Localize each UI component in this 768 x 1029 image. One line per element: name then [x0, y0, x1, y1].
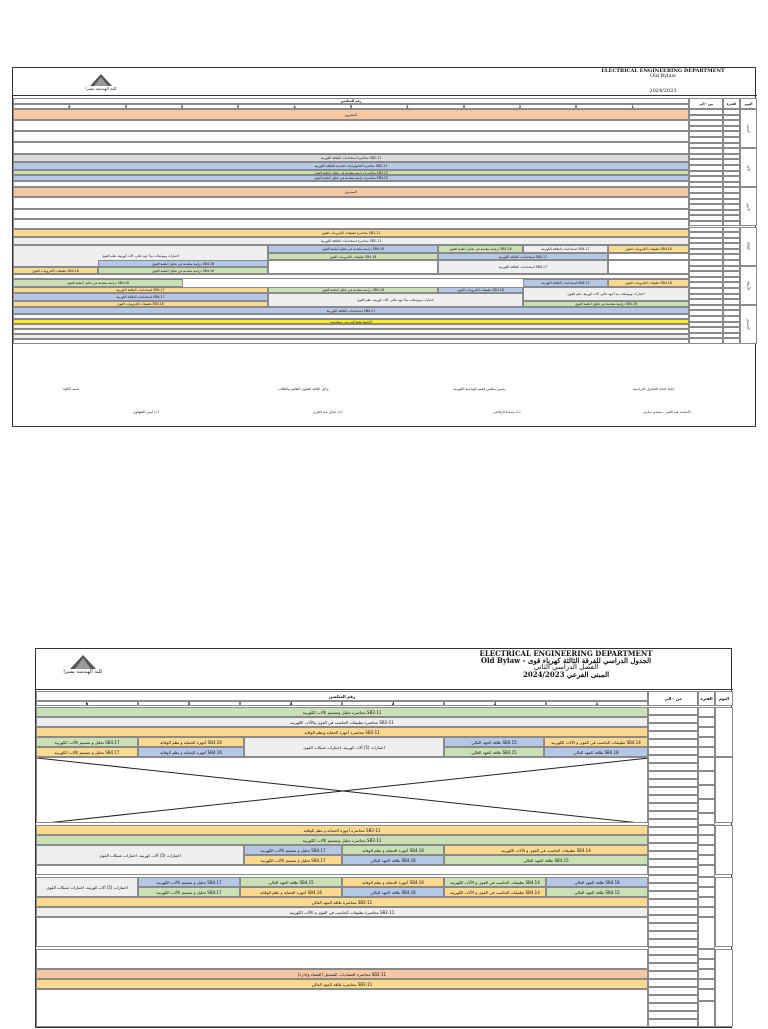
period-cell [698, 737, 715, 747]
course-cell: تطبيقات الحاسب في القوى و الآلات الكهربية SB4.14 [444, 887, 546, 897]
period-cell [698, 835, 715, 845]
time-slot [648, 995, 698, 1003]
schedule-row: محاضرة دراسة متقدمة في تحليل أنظمة القوى SB4.15 [13, 170, 689, 175]
schedule-row: المشروع [13, 187, 689, 197]
schedule-row [13, 197, 689, 209]
section-group-label: رقم السكشن [13, 98, 689, 104]
period-cell [698, 907, 715, 917]
lab-block: اختبارات وموصلات نبدأ جهد عالي، آلات كهربية، نظم القوى [268, 293, 523, 307]
course-cell: أجهزة الحماية و نظم الوقاية SB4.16 [342, 845, 444, 855]
course-cell: استخدامات الطاقة الكهربية SB4.17 [13, 293, 268, 301]
time-column-header: من - الى [689, 98, 723, 109]
day-cell [715, 757, 733, 823]
schedule-row: المشروع [13, 109, 689, 120]
course-row: محاضرة تطبيقات الحاسب في القوى و الآلات الكهربية SB2-11 [36, 907, 648, 917]
time-slot [648, 739, 698, 747]
course-cell: أجهزة الحماية و نظم الوقاية SB4.16 [240, 887, 342, 897]
timetable-grid-2 [36, 691, 733, 1029]
footer-header: الاعتماد هيئة التدريس ومعاونيهم [13, 319, 689, 324]
course-row: محاضرة أجهزة الحماية ونظم الوقاية SB2-11 [36, 727, 648, 737]
section-header: 1 [546, 701, 648, 706]
day-label: الثلاثاء [740, 227, 757, 266]
course-cell: تطبيقات الحاسب في القوى و الآلات الكهربية SB4.14 [444, 845, 648, 855]
time-slot [648, 963, 698, 971]
period-cell [698, 799, 715, 813]
no-class-block [36, 757, 648, 823]
day-label: السبت [740, 109, 757, 148]
course-cell: أجهزة الحماية و نظم الوقاية SB4.16 [342, 877, 444, 887]
section-header: 5 [126, 104, 239, 109]
day-label: الاثنين [740, 187, 757, 226]
course-cell: تحليل و تصميم الآلات الكهربية SB4.17 [138, 877, 240, 887]
schedule-row: محاضرة استخدامات الطاقة الكهربية SB2-11 [13, 237, 689, 245]
day-cell [715, 877, 733, 947]
schedule-row [36, 865, 648, 875]
course-row: محاضرة طاقة الجهد العالي SB2-11 [36, 979, 648, 989]
time-slot [648, 899, 698, 907]
course-row: محاضرة اقتصاديات التشغيل (اقتصاد وإدارة) SB2-11 [36, 969, 648, 979]
day-cell [715, 825, 733, 875]
time-slot [648, 723, 698, 731]
time-slot [648, 707, 698, 715]
period-cell [698, 717, 715, 727]
course-cell: تحليل و تصميم الآلات الكهربية SB4.17 [36, 747, 138, 757]
signature-dean-name: أ.د/ أيمن الشهاوي [133, 410, 159, 414]
course-cell: تطبيقات الحاسب في القوى و الآلات الكهربية SB4.14 [544, 737, 648, 747]
time-slot [648, 955, 698, 963]
course-cell: طاقة الجهد العالي SB4.15 [444, 737, 544, 747]
schedule-row [36, 949, 648, 969]
lab-block: اختبارات (5) آلات كهربية، اختبارات شبكات القوى [36, 877, 138, 897]
time-slot [648, 1019, 698, 1027]
course-cell: دراسة متقدمة في تحليل أنظمة القوى SB4.16 [98, 267, 268, 274]
time-slot [648, 787, 698, 795]
course-cell: أجهزة الحماية و نظم الوقاية SB4.16 [138, 737, 244, 747]
period-cell [723, 338, 740, 344]
day-label: الأحد [740, 148, 757, 187]
page2-header [406, 650, 726, 678]
period-cell [698, 917, 715, 949]
lab-block: اختبارات وموصلات نبدأ جهد عالي، آلات كهربية، نظم القوى [13, 245, 268, 267]
time-slot [648, 883, 698, 891]
section-header: 2 [444, 701, 546, 706]
schedule-row: محاضرة استخدامات الطاقة الكهربية SB2-11 [13, 154, 689, 162]
signature-dean-title: عميد الكلية [63, 387, 80, 391]
course-cell: استخدامات الطاقة الكهربية SB4.17 [438, 253, 608, 260]
course-cell: طاقة الجهد العالي SB4.18 [342, 855, 444, 865]
period-cell [698, 785, 715, 799]
time-slot [648, 971, 698, 979]
course-cell: استخدامات الطاقة الكهربية SB4.17 [13, 307, 689, 314]
section-header: 1 [576, 104, 689, 109]
pyramid-logo-icon [90, 74, 112, 86]
course-cell: استخدامات الطاقة الكهربية SB4.17 [13, 287, 268, 293]
schedule-row: محاضرة دراسة متقدمة في تحليل أنظمة القوى SB4.15 [13, 175, 689, 181]
schedule-page-1 [12, 67, 756, 427]
day-label: الأربعاء [740, 266, 757, 305]
course-row: محاضرة تطبيقات الحاسب في القوى والآلات الكهربية SB2-11 [36, 717, 648, 727]
time-slot [648, 915, 698, 923]
header-divider [13, 95, 757, 96]
lab-block: اختبارات (5) آلات كهربية، اختبارات شبكات القوى [244, 737, 444, 757]
cross-lines [37, 758, 648, 823]
course-cell: تطبيقات الكترونيات القوى SB4.18 [608, 279, 689, 287]
course-row: محاضرة أجهزة الحماية و نظم الوقاية SB2-11 [36, 825, 648, 835]
time-slot [648, 811, 698, 819]
period-cell [698, 989, 715, 1001]
lab-block: اختبارات (5) آلات كهربية، اختبارات شبكات القوى [36, 845, 244, 865]
signature-vice-title: وكيل الكلية لشئون التعليم والطلاب [278, 387, 329, 391]
department-title: ELECTRICAL ENGINEERING DEPARTMENT [479, 649, 653, 658]
course-cell: طاقة الجهد العالي SB4.18 [544, 747, 648, 757]
time-slot [648, 731, 698, 739]
period-cell [698, 771, 715, 785]
signature-vice-name: أ.د/ جمال عبد العزيز [313, 410, 343, 414]
course-cell: تحليل و تصميم الآلات الكهربية SB4.17 [244, 845, 342, 855]
time-slot [648, 819, 698, 827]
course-cell: تحليل و تصميم الآلات الكهربية SB4.17 [36, 737, 138, 747]
time-slot [648, 795, 698, 803]
course-cell: استخدامات الطاقة الكهربية SB4.17 [523, 245, 608, 253]
period-cell [698, 727, 715, 737]
signature-committee-title: لجنة اعداد الجداول الدراسية [633, 387, 674, 391]
course-cell: تطبيقات الكترونيات القوى SB4.18 [268, 253, 438, 260]
section-header: 6 [13, 104, 126, 109]
period-cell [698, 877, 715, 887]
period-cell [698, 747, 715, 757]
time-slot [648, 1011, 698, 1019]
day-cell [715, 707, 733, 757]
course-row: محاضرة تحليل وتصميم الآلات الكهربية SB2-11 [36, 707, 648, 717]
time-slot [648, 979, 698, 987]
period-cell [698, 825, 715, 835]
time-slot [648, 851, 698, 859]
time-slot [648, 891, 698, 899]
day-label: الخميس [740, 305, 757, 344]
course-cell [608, 260, 689, 274]
time-slot [648, 827, 698, 835]
time-slot [648, 859, 698, 867]
period-cell [698, 969, 715, 979]
period-cell [698, 887, 715, 897]
course-row: محاضرة طاقة الجهد العالي SB2-11 [36, 897, 648, 907]
course-cell: طاقة الجهد العالي SB4.18 [342, 887, 444, 897]
schedule-row: محاضرة تطبيقات الكترونيات القوى SB2-11 [13, 229, 689, 237]
day-cell [715, 949, 733, 1027]
course-cell: طاقة الجهد العالي SB4.15 [444, 747, 544, 757]
period-cell [698, 813, 715, 825]
schedule-row: محاضرة التكنولوجيات الحديثة للطاقة الكهربية SB2-11 [13, 162, 689, 170]
time-slot [648, 763, 698, 771]
course-cell [268, 260, 438, 274]
time-slot [648, 947, 698, 955]
department-title: ELECTRICAL ENGINEERING DEPARTMENT [601, 68, 725, 74]
section-header: 5 [138, 701, 240, 706]
schedule-row [13, 142, 689, 154]
schedule-row [36, 989, 648, 1027]
course-cell: دراسة متقدمة في تحليل أنظمة القوى SB4.16 [523, 301, 689, 307]
section-header: 3 [342, 701, 444, 706]
time-slot [648, 1003, 698, 1011]
signature-head-title: رئيس مجلس قسم الهندسة الكهربية [453, 387, 506, 391]
course-cell: استخدامات الطاقة الكهربية SB4.17 [438, 260, 608, 274]
course-cell: طاقة الجهد العالي SB4.15 [444, 855, 648, 865]
section-group-label: رقم السكشن [36, 691, 648, 701]
course-cell: دراسة متقدمة في تحليل أنظمة القوى SB4.16 [98, 260, 268, 267]
header-divider [36, 689, 733, 690]
logo-name: كلية الهندسة بشبرا [63, 669, 103, 675]
schedule-row [13, 131, 689, 142]
course-cell: تطبيقات الكترونيات القوى SB4.18 [13, 301, 268, 307]
time-slot [689, 338, 723, 344]
schedule-row [13, 120, 689, 131]
time-slot [648, 931, 698, 939]
signature-head-name: أ.د/ شيماء الرفاعي [493, 410, 521, 414]
section-header: 4 [240, 701, 342, 706]
section-header: 2 [464, 104, 577, 109]
pyramid-logo-icon [70, 655, 96, 669]
semester-label: الفصل الدراسي الثاني [533, 663, 599, 671]
time-column-header: من - الى [648, 691, 698, 706]
period-cell [698, 855, 715, 865]
course-cell: أجهزة الحماية و نظم الوقاية SB4.16 [138, 747, 244, 757]
time-slot [648, 755, 698, 763]
schedule-page-2 [35, 648, 732, 1028]
time-slot [648, 843, 698, 851]
period-cell [698, 949, 715, 959]
period-cell [698, 897, 715, 907]
time-slot [648, 987, 698, 995]
period-column-header: الفترة [698, 691, 715, 706]
time-slot [648, 715, 698, 723]
course-cell: دراسة متقدمة في تحليل أنظمة القوى SB4.16 [13, 279, 183, 287]
course-cell: تحليل و تصميم الآلات الكهربية SB4.17 [244, 855, 342, 865]
time-slot [648, 939, 698, 947]
section-header: 3 [351, 104, 464, 109]
course-cell: دراسة متقدمة في تحليل أنظمة القوى SB4.16 [268, 287, 438, 293]
course-cell: طاقة الجهد العالي SB4.18 [546, 877, 648, 887]
course-cell: دراسة متقدمة في تحليل أنظمة القوى SB4.16 [268, 245, 438, 253]
time-slot [648, 875, 698, 883]
faculty-logo: كلية الهندسة بشبرا [73, 74, 129, 92]
time-slot [648, 835, 698, 843]
section-header: 6 [36, 701, 138, 706]
day-column-header: اليوم [740, 98, 757, 109]
period-cell [698, 845, 715, 855]
time-slot [648, 923, 698, 931]
course-cell: تطبيقات الكترونيات القوى SB4.18 [608, 245, 689, 253]
course-cell: تحليل و تصميم الآلات الكهربية SB4.17 [138, 887, 240, 897]
timetable-grid [13, 98, 757, 383]
course-cell: طاقة الجهد العالي SB4.15 [240, 877, 342, 887]
time-slot [648, 803, 698, 811]
signature-committee-name: د/أسامة عبد الغني - مجدي سامي [643, 410, 692, 414]
building-term: المبنى الفرعي 2024/2023 [522, 670, 610, 679]
term-year: 2024/2023 [649, 88, 677, 94]
schedule-row [36, 917, 648, 947]
course-cell: تطبيقات الكترونيات القوى SB4.18 [13, 267, 98, 274]
lab-block: اختبارات وموصلات نبدأ جهد عالي، آلات كهربية، نظم القوى [523, 287, 689, 301]
time-slot [648, 779, 698, 787]
course-cell: استخدامات الطاقة الكهربية SB4.17 [523, 279, 608, 287]
section-header: 4 [238, 104, 351, 109]
time-slot [648, 867, 698, 875]
course-cell: طاقة الجهد العالي SB4.15 [546, 887, 648, 897]
time-slot [648, 771, 698, 779]
footer-row [13, 339, 689, 344]
course-cell [608, 253, 689, 260]
bylaw-subtitle: Old Bylaw [650, 73, 676, 79]
period-column-header: الفترة [723, 98, 740, 109]
schedule-row [13, 219, 689, 229]
page1-header [573, 69, 753, 94]
period-cell [698, 707, 715, 717]
faculty-logo-2 [48, 655, 118, 675]
period-cell [698, 959, 715, 969]
schedule-row [13, 209, 689, 219]
period-cell [698, 757, 715, 771]
period-cell [698, 865, 715, 877]
time-slot [648, 907, 698, 915]
period-cell [698, 1001, 715, 1027]
course-cell: تطبيقات الحاسب في القوى و الآلات الكهربية SB4.14 [444, 877, 546, 887]
period-cell [698, 979, 715, 989]
time-slot [648, 747, 698, 755]
course-cell: تطبيقات الكترونيات القوى SB4.18 [438, 287, 523, 293]
bylaw-subtitle: Old Bylaw - الجدول الدراسي للفرقة الثالثة كهرباء قوى [480, 656, 652, 665]
course-row: محاضرة تحليل وتصميم الآلات الكهربية SB2-11 [36, 835, 648, 845]
day-column-header: اليوم [715, 691, 733, 706]
course-cell: دراسة متقدمة في تحليل أنظمة القوى SB4.16 [438, 245, 523, 253]
